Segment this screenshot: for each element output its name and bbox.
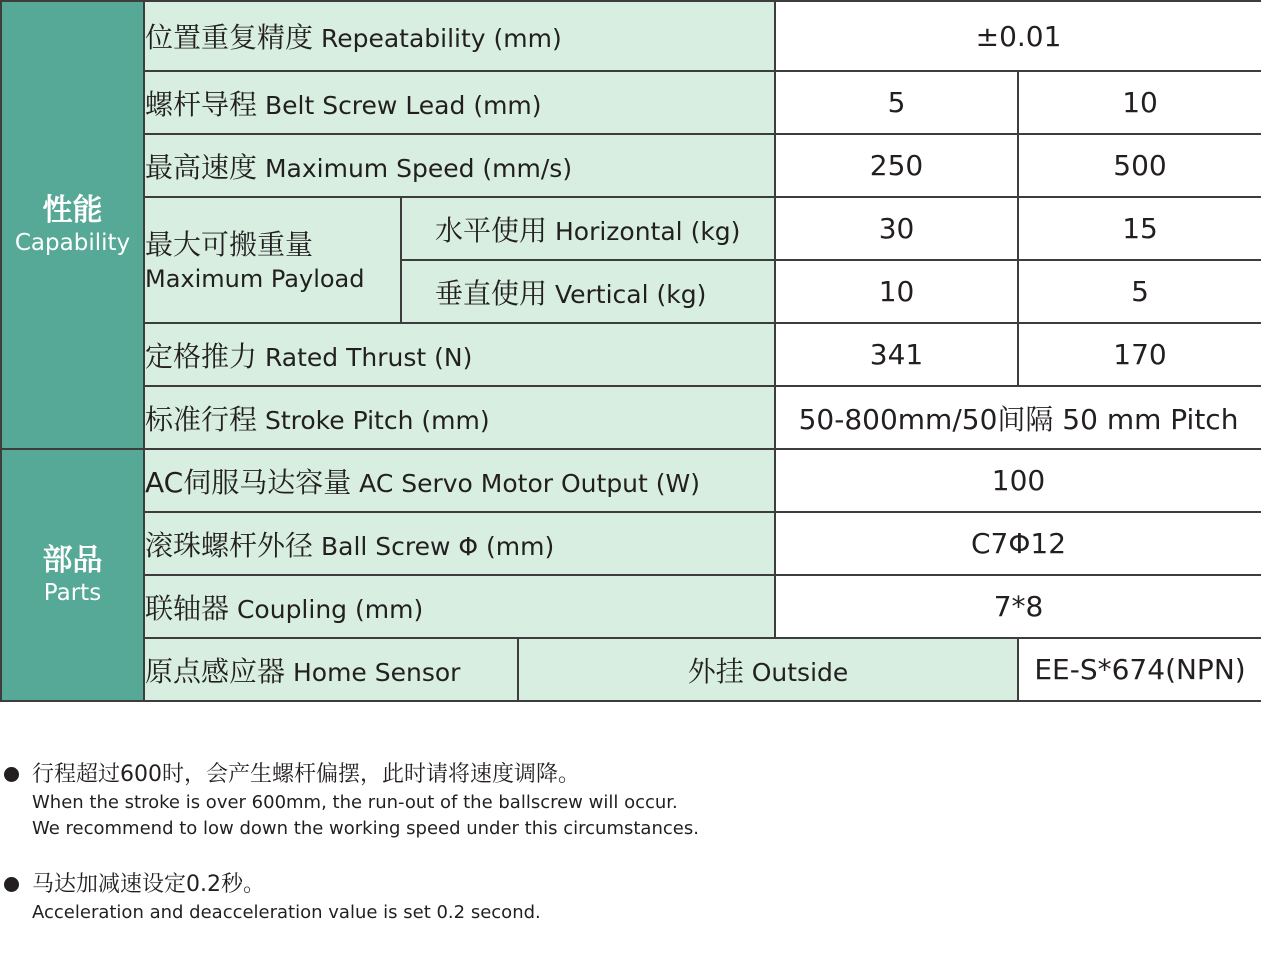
payload-horizontal-label: 水平使用 Horizontal (kg) bbox=[401, 197, 775, 260]
table-row bbox=[1, 638, 1261, 701]
coupling-value: 7*8 bbox=[775, 575, 1261, 638]
lead-label: 螺杆导程 Belt Screw Lead (mm) bbox=[144, 71, 775, 134]
repeatability-value: ±0.01 bbox=[775, 1, 1261, 71]
payload-vertical-label: 垂直使用 Vertical (kg) bbox=[401, 260, 775, 323]
sensor-mount-label: 外挂 Outside bbox=[518, 638, 1018, 701]
note-item: 马达加减速设定0.2秒。 Acceleration and deacceleration value is set 0.2 second. bbox=[0, 870, 1261, 926]
table-row bbox=[1, 386, 1261, 449]
sensor-label: 原点感应器 Home Sensor bbox=[144, 638, 518, 701]
thrust-label: 定格推力 Rated Thrust (N) bbox=[144, 323, 775, 386]
sensor-value: EE-S*674(NPN) bbox=[1018, 638, 1261, 701]
thrust-value-1: 341 bbox=[775, 323, 1018, 386]
bullet-icon bbox=[4, 877, 19, 892]
note-item: 行程超过600时，会产生螺杆偏摆，此时请将速度调降。 When the stroke is over 600mm, the run-out of the ballscrew will occur. We recommend to low down the working speed under this circumstances. bbox=[0, 760, 1261, 842]
payload-vertical-value-1: 10 bbox=[775, 260, 1018, 323]
motor-value: 100 bbox=[775, 449, 1261, 512]
lead-value-1: 5 bbox=[775, 71, 1018, 134]
bullet-icon bbox=[4, 767, 19, 782]
table-row bbox=[1, 512, 1261, 575]
table-row bbox=[1, 71, 1261, 134]
table-row bbox=[1, 1, 1261, 71]
table-row bbox=[1, 449, 1261, 512]
notes bbox=[0, 760, 1261, 954]
payload-horizontal-value-1: 30 bbox=[775, 197, 1018, 260]
speed-label: 最高速度 Maximum Speed (mm/s) bbox=[144, 134, 775, 197]
payload-horizontal-value-2: 15 bbox=[1018, 197, 1261, 260]
table-row bbox=[1, 197, 1261, 260]
payload-vertical-value-2: 5 bbox=[1018, 260, 1261, 323]
group-capability: 性能 Capability bbox=[1, 1, 144, 449]
coupling-label: 联轴器 Coupling (mm) bbox=[144, 575, 775, 638]
table-row bbox=[1, 575, 1261, 638]
stroke-value: 50-800mm/50间隔 50 mm Pitch bbox=[775, 386, 1261, 449]
group-parts: 部品 Parts bbox=[1, 449, 144, 701]
repeatability-label: 位置重复精度 Repeatability (mm) bbox=[144, 1, 775, 71]
payload-label: 最大可搬重量 Maximum Payload bbox=[144, 197, 401, 323]
ballscrew-label: 滚珠螺杆外径 Ball Screw Φ (mm) bbox=[144, 512, 775, 575]
lead-value-2: 10 bbox=[1018, 71, 1261, 134]
speed-value-2: 500 bbox=[1018, 134, 1261, 197]
table-row bbox=[1, 134, 1261, 197]
motor-label: AC伺服马达容量 AC Servo Motor Output (W) bbox=[144, 449, 775, 512]
table-row bbox=[1, 323, 1261, 386]
ballscrew-value: C7Φ12 bbox=[775, 512, 1261, 575]
thrust-value-2: 170 bbox=[1018, 323, 1261, 386]
stroke-label: 标准行程 Stroke Pitch (mm) bbox=[144, 386, 775, 449]
speed-value-1: 250 bbox=[775, 134, 1018, 197]
